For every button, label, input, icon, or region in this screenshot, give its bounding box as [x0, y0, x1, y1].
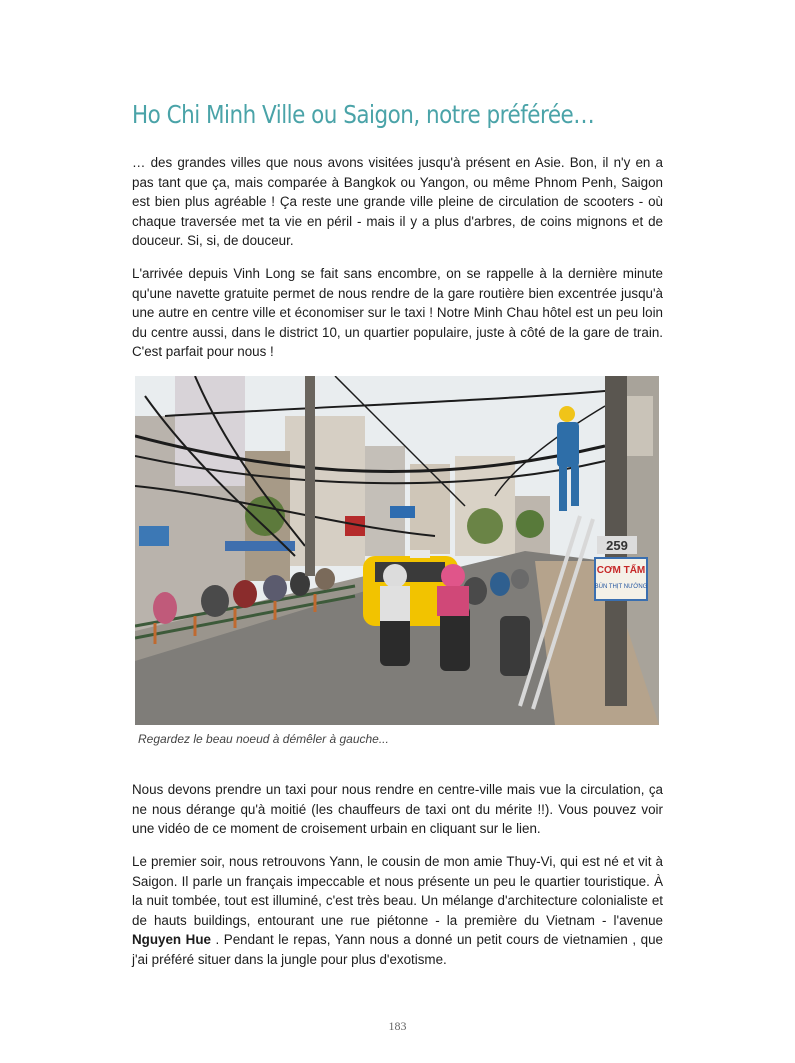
street-photo — [135, 376, 659, 725]
address-number: 259 — [606, 538, 628, 553]
paragraph-first-evening — [132, 852, 663, 970]
paragraph-arrival: L'arrivée depuis Vinh Long se fait sans encombre, on se rappelle à la dernière minute qu'une navette gratuite permet de nous rendre de la gare routière bien excentrée jusqu'à une autre en centre ville et économiser sur le taxi ! Notre Minh Chau hôtel est un peu loin du centre aussi, dans le district 10, un quartier populaire, juste à côté de la gare de train. C'est parfait pour nous ! — [132, 266, 663, 360]
utility-pole-left — [305, 376, 315, 576]
avenue-name: Nguyen Hue — [132, 932, 211, 948]
paragraph-taxi: Nous devons prendre un taxi pour nous rendre en centre-ville mais vue la circulation, ça ne nous dérange qu'à moitié (les chauffeurs de taxi ont du mérite !!). Vous pouvez voir une vidéo de ce moment de croisement urbain en cliquant sur le lien. — [132, 782, 663, 837]
photo-caption: Regardez le beau noeud à démêler à gauche... — [138, 732, 389, 746]
paragraph-first-evening-end: . Pendant le repas, Yann nous a donné un petit cours de vietnamien , que j'ai préféré situer dans la jungle pour plus d'exotisme. — [132, 932, 663, 967]
sign-text-bottom: BÚN THỊT NƯỚNG — [594, 584, 648, 590]
sign-text-top: CƠM TẤM — [596, 565, 646, 576]
paragraph-intro: … des grandes villes que nous avons visitées jusqu'à présent en Asie. Bon, il n'y en a pas tant que ça, mais comparée à Bangkok ou Yangon, ou même Phnom Penh, Saigon est bien plus agréable ! Ça reste une grande ville pleine de circulation de scooters - où chaque traversée met ta vie en péril - mais il y a plus d'arbres, de coins mignons et de douceur. Si, si, de douceur. — [132, 155, 663, 249]
page-title: Ho Chi Minh Ville ou Saigon, notre préférée… — [132, 100, 595, 129]
paragraph-first-evening-start: Le premier soir, nous retrouvons Yann, le cousin de mon amie Thuy-Vi, qui est né et vit à Saigon. Il parle un français impeccable et nous présente un peu le quartier touristique. À la nuit tombée, tout est illuminé, c'est très beau. Un mélange d'architecture colonialiste et de hauts buildings, entourant une rue piétonne - la première du Vietnam - l'avenue — [132, 854, 663, 928]
page-number: 183 — [388, 1019, 407, 1033]
